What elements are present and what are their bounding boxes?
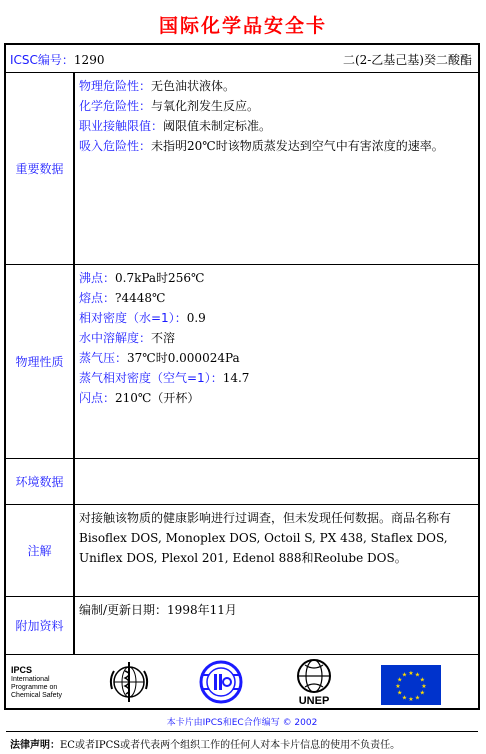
melting-point-line: 熔点：?4448℃ (79, 291, 166, 305)
icsc-label: ICSC编号： (10, 53, 74, 67)
eu-star-icon: ★ (419, 676, 425, 684)
ipcs-text: IPCS International Programme on Chemical Safety (11, 665, 62, 699)
important-data-section (6, 73, 478, 265)
eu-star-icon: ★ (401, 671, 408, 679)
header-row (6, 45, 478, 73)
relative-density-line: 相对密度（水=1）：0.9 (79, 311, 206, 325)
vapour-density-line: 蒸气相对密度（空气=1）：14.7 (79, 371, 250, 385)
ilo-logo-icon (196, 657, 246, 707)
eu-star-icon: ★ (397, 676, 403, 684)
environment-data-label: 环境数据 (6, 459, 74, 504)
physical-hazard-line: 物理危险性：无色油状液体。 (79, 79, 236, 93)
additional-info-label: 附加资料 (6, 597, 74, 654)
eu-star-icon: ★ (408, 696, 414, 703)
eu-star-icon: ★ (408, 670, 414, 677)
credit-text: 本卡片由IPCS和EC合作编写 © 2002 (166, 718, 318, 728)
legal-row (6, 732, 478, 754)
icsc-value: 1290 (73, 53, 105, 67)
notes-line: Bisoflex DOS, Monoplex DOS, Octoil S, PX 438, Staflex DOS, (79, 531, 448, 545)
important-data-content (74, 73, 478, 264)
chemical-name: 二(2-乙基己基)癸二酸酯 (342, 53, 472, 67)
notes-section (6, 505, 478, 597)
eu-star-icon: ★ (421, 683, 427, 690)
notes-label: 注解 (6, 505, 74, 596)
eu-star-icon: ★ (395, 683, 401, 690)
notes-line: Uniflex DOS, Plexol 201, Edenol 888和Reolube DOS。 (79, 551, 407, 565)
boiling-point-line: 沸点：0.7kPa时256℃ (79, 271, 205, 285)
notes-content (74, 505, 478, 596)
icsc-number (10, 51, 104, 68)
eu-flag-icon (381, 665, 441, 705)
eu-star-icon: ★ (414, 671, 421, 679)
eu-star-icon: ★ (397, 689, 403, 697)
chemical-hazard-line: 化学危险性：与氧化剂发生反应。 (79, 99, 260, 113)
environment-data-section (6, 459, 478, 505)
important-data-label: 重要数据 (6, 73, 74, 264)
physical-properties-content (74, 265, 478, 458)
eu-star-icon: ★ (419, 689, 425, 697)
notes-line: 对接触该物质的健康影响进行过调查，但未发现任何数据。商品名称有 (79, 511, 452, 525)
physical-properties-section (6, 265, 478, 459)
physical-properties-label: 物理性质 (6, 265, 74, 458)
water-solubility-line: 水中溶解度：不溶 (79, 331, 176, 345)
vapour-pressure-line: 蒸气压：37℃时0.000024Pa (79, 351, 240, 365)
unep-label: UNEP (298, 695, 330, 707)
additional-info-section (6, 597, 478, 655)
legal-statement: 法律声明：EC或者IPCS或者代表两个组织工作的任何人对本卡片信息的使用不负责任。 (10, 740, 401, 751)
card-frame (4, 43, 480, 751)
inhalation-hazard-line: 吸入危险性：未指明20℃时该物质蒸发达到空气中有害浓度的速率。 (79, 139, 444, 153)
who-logo-icon (106, 659, 152, 705)
eu-star-icon: ★ (414, 694, 421, 702)
environment-data-content (74, 459, 478, 504)
additional-info-content: 编制/更新日期：1998年11月 (74, 597, 478, 654)
exposure-limit-line: 职业接触限值：阈限值未制定标准。 (79, 119, 272, 133)
flash-point-line: 闪点：210℃（开杯） (79, 391, 200, 405)
card-title: 国际化学品安全卡 (158, 15, 327, 37)
logos-section (6, 655, 478, 732)
eu-star-icon: ★ (401, 694, 408, 702)
